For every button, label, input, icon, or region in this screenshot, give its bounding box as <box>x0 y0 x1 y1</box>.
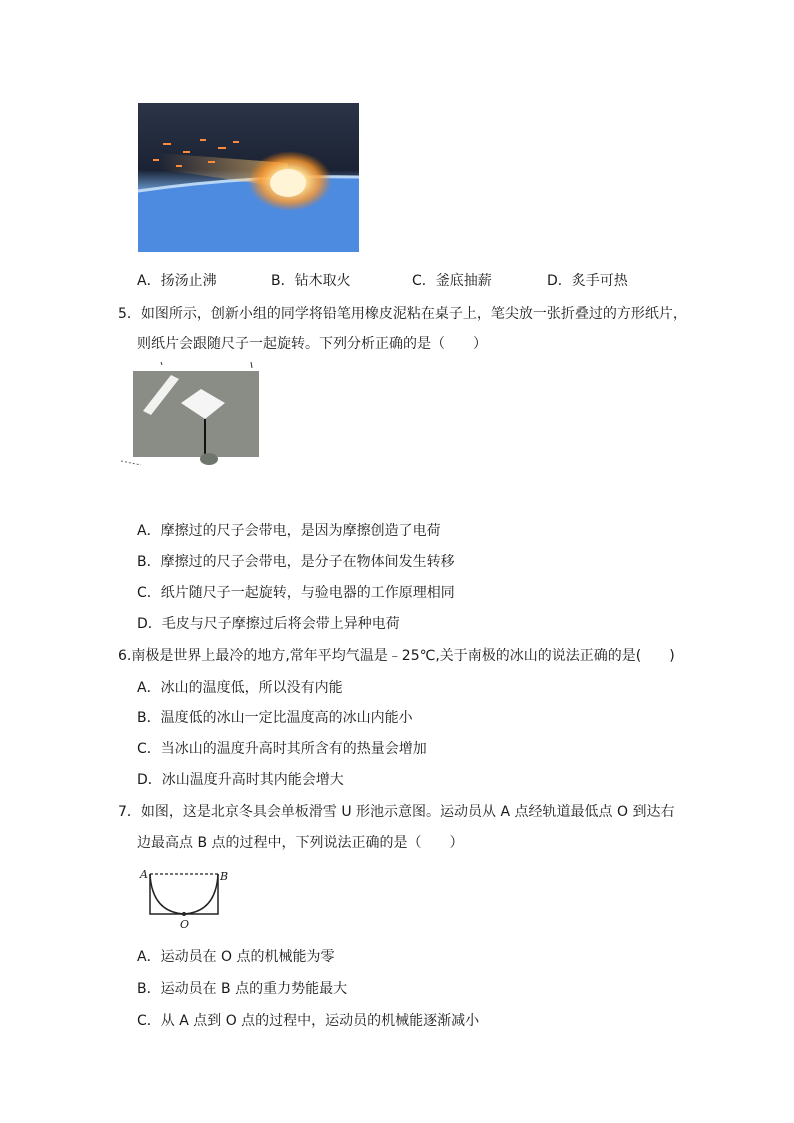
q7-option-c[interactable]: C．从 A 点到 O 点的过程中，运动员的机械能逐渐减小 <box>137 1013 480 1029</box>
label-b: B <box>220 870 229 883</box>
q4-options <box>0 270 794 288</box>
label-a: A <box>140 868 148 881</box>
reentry-photo <box>138 103 359 252</box>
q6-option-b[interactable]: B．温度低的冰山一定比温度高的冰山内能小 <box>137 710 413 726</box>
q5-option-b[interactable]: B．摩擦过的尺子会带电，是分子在物体间发生转移 <box>137 554 455 570</box>
q7-option-b[interactable]: B．运动员在 B 点的重力势能最大 <box>137 981 348 997</box>
q4-option-b[interactable]: B．钻木取火 <box>271 273 351 289</box>
pencil-paper-photo <box>121 361 261 471</box>
q5-option-c[interactable]: C．纸片随尺子一起旋转，与验电器的工作原理相同 <box>137 585 455 601</box>
q5-option-a[interactable]: A．摩擦过的尺子会带电，是因为摩擦创造了电荷 <box>137 523 441 539</box>
q6-option-d[interactable]: D．冰山温度升高时其内能会增大 <box>137 772 344 788</box>
q6-stem-line1: 6.南极是世界上最冷的地方,常年平均气温是﹣25℃,关于南极的冰山的说法正确的是( ) <box>118 648 675 664</box>
q4-option-d[interactable]: D．炙手可热 <box>547 273 628 289</box>
q5-stem-line2: 则纸片会跟随尺子一起旋转。下列分析正确的是（ ） <box>137 336 487 352</box>
q4-option-a[interactable]: A．扬汤止沸 <box>137 273 217 289</box>
q7-stem-line1: 7．如图，这是北京冬具会单板滑雪 U 形池示意图。运动员从 A 点经轨道最低点 O 到达右 <box>118 804 675 820</box>
q6-option-c[interactable]: C．当冰山的温度升高时其所含有的热量会增加 <box>137 741 427 757</box>
u-pipe-diagram <box>138 864 233 932</box>
q7-option-a[interactable]: A．运动员在 O 点的机械能为零 <box>137 949 335 965</box>
q5-option-d[interactable]: D．毛皮与尺子摩擦过后将会带上异种电荷 <box>137 616 400 632</box>
label-o: O <box>180 918 190 931</box>
q7-stem-line2: 边最高点 B 点的过程中，下列说法正确的是（ ） <box>137 835 464 851</box>
q5-stem-line1: 5．如图所示，创新小组的同学将铅笔用橡皮泥粘在桌子上，笔尖放一张折叠过的方形纸片， <box>118 306 687 322</box>
q6-option-a[interactable]: A．冰山的温度低，所以没有内能 <box>137 680 343 696</box>
q4-option-c[interactable]: C．釜底抽薪 <box>412 273 492 289</box>
